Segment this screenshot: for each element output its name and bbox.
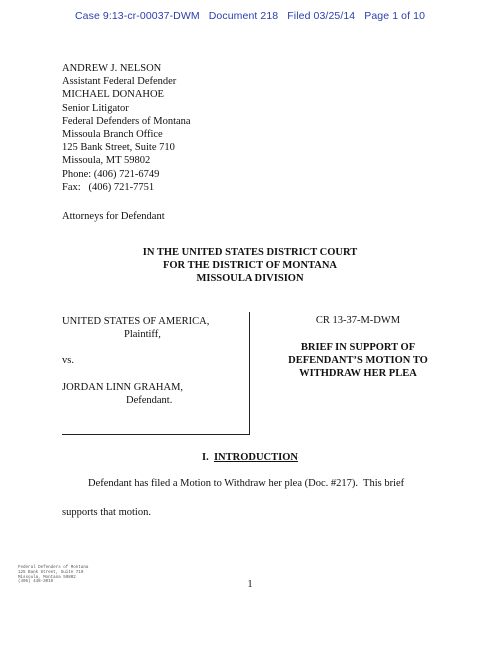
section-number: I. [202, 452, 209, 463]
footer-address-line: (406) 448-3010 [18, 580, 54, 585]
section-title: INTRODUCTION [213, 452, 298, 463]
counsel-line: 125 Bank Street, Suite 710 [62, 142, 175, 154]
counsel-line: Missoula Branch Office [62, 129, 163, 141]
versus-label: vs. [62, 355, 74, 366]
counsel-line: Federal Defenders of Montana [62, 115, 191, 127]
counsel-line: Assistant Federal Defender [62, 76, 177, 88]
counsel-line: ANDREW J. NELSON [62, 63, 162, 74]
counsel-line: Missoula, MT 59802 [62, 155, 151, 167]
court-heading [0, 246, 500, 285]
defendant-name: JORDAN LINN GRAHAM, [62, 382, 184, 393]
counsel-line: Fax: (406) 721-7751 [62, 181, 155, 193]
footer-address-line: Missoula, Montana 59802 [18, 575, 76, 580]
ecf-document-number: Document 218 [208, 10, 279, 22]
plaintiff-role: Plaintiff, [124, 329, 161, 340]
section-heading [0, 452, 500, 463]
footer-address-line: Federal Defenders of Montana [18, 566, 89, 570]
ecf-case-number: Case 9:13-cr-00037-DWM [74, 10, 200, 22]
caption-vertical-rule [249, 312, 250, 434]
body-paragraph-line: supports that motion. [62, 507, 151, 518]
document-title-line: WITHDRAW HER PLEA [299, 368, 417, 379]
counsel-line: MICHAEL DONAHOE [62, 89, 164, 101]
page-number: 1 [247, 579, 253, 590]
defendant-role: Defendant. [126, 395, 173, 406]
court-heading-line: IN THE UNITED STATES DISTRICT COURT [142, 247, 358, 258]
ecf-header [0, 10, 500, 22]
case-number: CR 13-37-M-DWM [315, 315, 401, 326]
caption-horizontal-rule [62, 434, 250, 435]
case-caption-parties [62, 315, 242, 407]
footer-address-line: 125 Bank Street, Suite 710 [18, 570, 84, 575]
counsel-line: Phone: (406) 721-6749 [62, 168, 160, 180]
body-paragraph-line: Defendant has filed a Motion to Withdraw her plea (Doc. #217). This brief [88, 478, 405, 489]
document-title [265, 341, 451, 380]
counsel-block [62, 62, 191, 194]
document-title-line: DEFENDANT’S MOTION TO [288, 355, 428, 366]
court-heading-line: MISSOULA DIVISION [196, 273, 304, 284]
ecf-page-count: Page 1 of 10 [364, 10, 426, 22]
plaintiff-name: UNITED STATES OF AMERICA, [62, 316, 210, 327]
document-title-line: BRIEF IN SUPPORT OF [300, 342, 416, 353]
attorneys-for-label: Attorneys for Defendant [62, 211, 165, 222]
court-heading-line: FOR THE DISTRICT OF MONTANA [162, 260, 338, 271]
ecf-filed-date: Filed 03/25/14 [287, 10, 356, 22]
counsel-line: Senior Litigator [62, 102, 129, 114]
